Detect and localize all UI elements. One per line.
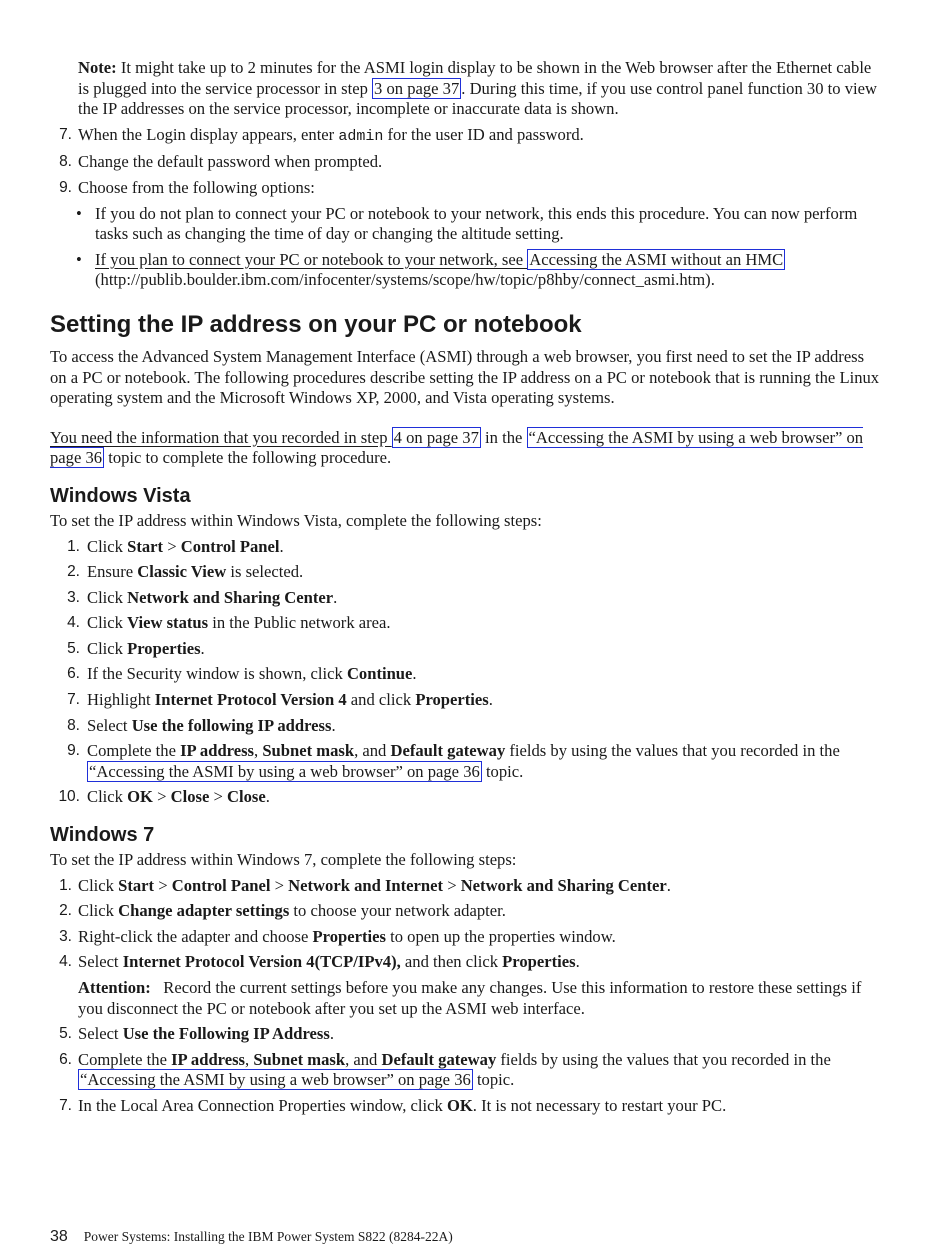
list-item: 6. If the Security window is shown, click Continue.: [67, 664, 417, 684]
link-accessing-asmi-web-browser[interactable]: “Accessing the ASMI by using a web browser” on page 36: [89, 761, 480, 781]
list-item: 6. Complete the IP address, Subnet mask, and Default gateway fields by using the values that you recorded in the “Accessing the ASMI by using a web browser” on page 36 topic.: [59, 1049, 831, 1090]
list-item: 5. Click Properties.: [67, 638, 205, 658]
list-item: 7. In the Local Area Connection Properties window, click OK. It is not necessary to restart your PC.: [59, 1095, 727, 1115]
attention-label: Attention:: [78, 978, 151, 997]
list-item: 5. Select Use the Following IP Address.: [59, 1024, 334, 1044]
code-admin: admin: [338, 127, 384, 145]
list-item: 2. Ensure Classic View is selected.: [67, 562, 304, 582]
list-item: 7. When the Login display appears, enter admin for the user ID and password.: [59, 124, 584, 145]
page-number: 38: [50, 1228, 68, 1245]
list-item: 1. Click Start > Control Panel > Network and Internet > Network and Sharing Center.: [59, 875, 671, 895]
section-heading: Setting the IP address on your PC or notebook: [50, 310, 582, 338]
list-item: 4. Click View status in the Public network area.: [67, 613, 391, 633]
link-step-3[interactable]: 3 on page 37: [374, 78, 460, 98]
page-footer: [50, 1228, 453, 1246]
vista-steps-list: [50, 537, 880, 809]
win7-intro: To set the IP address within Windows 7, complete the following steps:: [50, 850, 517, 870]
list-item: 3. Right-click the adapter and choose Properties to open up the properties window.: [59, 926, 616, 946]
attention-note: Attention: Record the current settings before you make any changes. Use this information to restore these settings if you disconnect the PC or notebook after you set up the ASMI web interface.: [78, 978, 866, 1018]
list-item: 8. Select Use the following IP address.: [67, 715, 336, 735]
link-accessing-asmi-without-hmc[interactable]: Accessing the ASMI without an HMC: [529, 249, 784, 269]
list-item: 1. Click Start > Control Panel.: [67, 536, 284, 556]
note-paragraph: Note: It might take up to 2 minutes for the ASMI login display to be shown in the Web browser after the Ethernet cable is plugged into the service processor in step 3 on page 37 . During this time, if you use control panel function 30 to view the IP addresses on the service processor, incomplete or inaccurate data is shown.: [78, 58, 877, 119]
list-item: 3. Click Network and Sharing Center.: [67, 587, 338, 607]
list-item: 9. Choose from the following options:: [59, 177, 315, 197]
link-step-4[interactable]: 4 on page 37: [393, 427, 479, 447]
list-item: 7. Highlight Internet Protocol Version 4 and click Properties.: [67, 690, 493, 710]
footer-title: Power Systems: Installing the IBM Power System S822 (8284-22A): [83, 1229, 453, 1244]
steps-list-top: [50, 125, 880, 291]
list-item: 4. Select Internet Protocol Version 4(TCP/IPv4), and then click Properties.: [59, 952, 580, 972]
link-accessing-asmi-web-browser[interactable]: “Accessing the ASMI by using a web browser” on page 36: [50, 427, 864, 468]
bullet-icon: •: [76, 249, 82, 269]
bullet-icon: •: [76, 203, 82, 223]
win7-steps-list: [50, 876, 880, 1117]
list-item: 10. Click OK > Close > Close.: [58, 787, 270, 807]
vista-heading: Windows Vista: [50, 484, 191, 507]
section-intro: To access the Advanced System Management Interface (ASMI) through a web browser, you first need to set the IP address on a PC or notebook. The following procedures describe setting the IP address on a PC or notebook that is running the Linux operating system and the Microsoft Windows XP, 2000, and Vista operating systems.: [50, 346, 880, 408]
link-accessing-asmi-web-browser[interactable]: “Accessing the ASMI by using a web browser” on page 36: [80, 1070, 471, 1090]
option-bullet: • If you plan to connect your PC or notebook to your network, see Accessing the ASMI without an HMC (http://publib.boulder.ibm.com/infocenter/systems/scope/hw/topic/p8hby/connect_asmi.htm).: [76, 249, 784, 290]
option-bullet: • If you do not plan to connect your PC or notebook to your network, this ends this procedure. You can now perform tasks such as changing the time of day or changing the altitude setting.: [76, 203, 858, 244]
list-item: 2. Click Change adapter settings to choose your network adapter.: [59, 901, 506, 921]
vista-intro: To set the IP address within Windows Vista, complete the following steps:: [50, 510, 542, 530]
list-item: 8. Change the default password when prompted.: [59, 152, 383, 172]
section-paragraph: You need the information that you recorded in step 4 on page 37 in the “Accessing the ASMI by using a web browser” on page 36 topic to complete the following procedure.: [50, 427, 864, 468]
win7-heading: Windows 7: [50, 824, 155, 847]
list-item: 9. Complete the IP address, Subnet mask, and Default gateway fields by using the values that you recorded in the “Accessing the ASMI by using a web browser” on page 36 topic.: [67, 741, 840, 781]
document-page: [50, 58, 880, 1117]
note-label: Note:: [78, 58, 117, 77]
